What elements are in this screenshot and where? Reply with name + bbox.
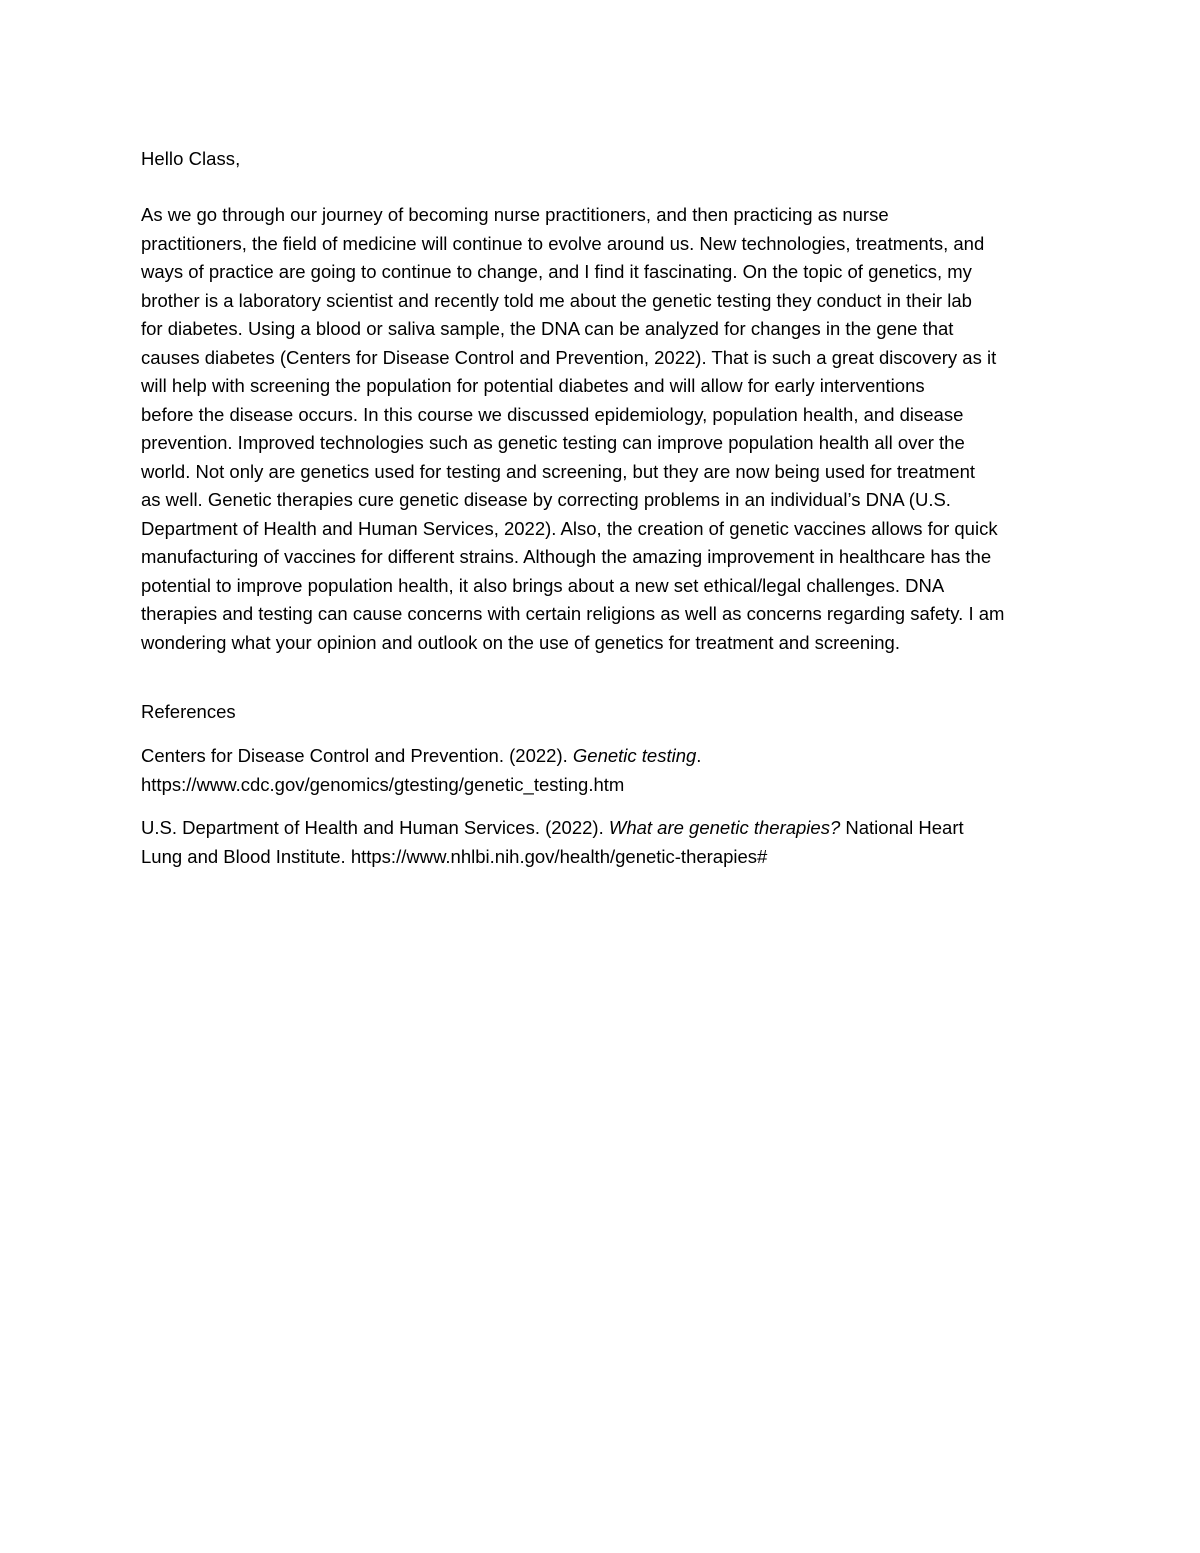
body-paragraph — [141, 201, 1066, 657]
reference-text: National Heart — [840, 817, 964, 838]
body-line: prevention. Improved technologies such as genetic testing can improve population health all over the — [141, 432, 965, 453]
body-line: as well. Genetic therapies cure genetic disease by correcting problems in an individual’s DNA (U.S. — [141, 489, 951, 510]
reference-url: Lung and Blood Institute. https://www.nhlbi.nih.gov/health/genetic-therapies# — [141, 845, 768, 867]
body-line: before the disease occurs. In this course we discussed epidemiology, population health, and disease — [141, 403, 964, 425]
reference-text: . — [696, 745, 702, 766]
references-heading: References — [141, 701, 236, 722]
body-line: causes diabetes (Centers for Disease Control and Prevention, 2022). That is such a great discovery as it — [141, 346, 997, 368]
body-line: potential to improve population health, it also brings about a new set ethical/legal challenges. DNA — [141, 574, 945, 596]
body-line: manufacturing of vaccines for different strains. Although the amazing improvement in healthcare has the — [141, 546, 992, 567]
reference-title: What are genetic therapies? — [608, 817, 841, 838]
body-line: ways of practice are going to continue to change, and I find it fascinating. On the topic of genetics, my — [141, 261, 972, 282]
reference-entry — [141, 742, 1066, 799]
reference-line — [141, 742, 1066, 771]
body-line: practitioners, the field of medicine will continue to evolve around us. New technologies, treatments, and — [141, 232, 985, 254]
reference-text: Centers for Disease Control and Prevention. (2022). — [141, 745, 573, 766]
reference-line — [141, 814, 1066, 843]
body-line: Department of Health and Human Services, 2022). Also, the creation of genetic vaccines allows for quick — [141, 517, 998, 539]
greeting: Hello Class, — [141, 148, 241, 169]
reference-text: U.S. Department of Health and Human Services. (2022). — [141, 817, 609, 838]
body-line: therapies and testing can cause concerns with certain religions as well as concerns regarding safety. I am — [141, 603, 1005, 624]
reference-entry — [141, 814, 1066, 871]
reference-url: https://www.cdc.gov/genomics/gtesting/genetic_testing.htm — [141, 773, 625, 795]
body-line: As we go through our journey of becoming nurse practitioners, and then practicing as nurse — [141, 204, 889, 225]
body-line: wondering what your opinion and outlook on the use of genetics for treatment and screening. — [141, 631, 900, 653]
body-line: world. Not only are genetics used for testing and screening, but they are now being used for treatment — [141, 460, 976, 482]
reference-title: Genetic testing — [572, 745, 697, 766]
body-line: for diabetes. Using a blood or saliva sample, the DNA can be analyzed for changes in the gene that — [141, 318, 954, 339]
body-line: will help with screening the population for potential diabetes and will allow for early interventions — [141, 375, 925, 396]
body-line: brother is a laboratory scientist and recently told me about the genetic testing they conduct in their lab — [141, 289, 972, 311]
